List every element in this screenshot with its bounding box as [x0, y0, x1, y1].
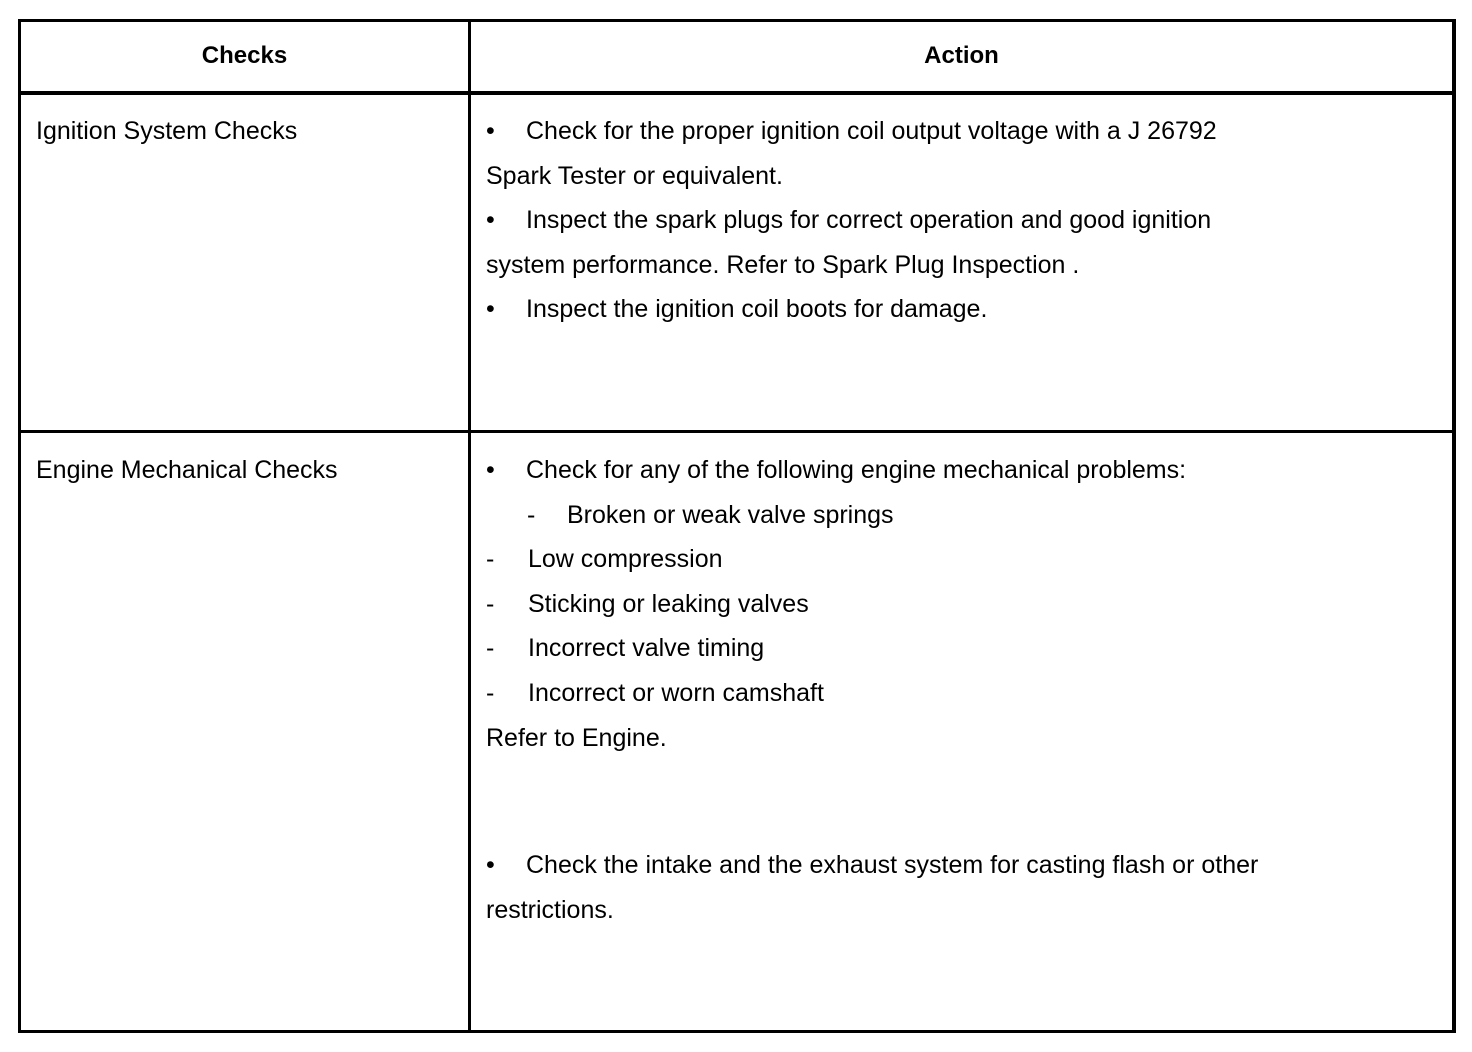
table-border-left: [18, 19, 21, 1033]
action-text: Inspect the spark plugs for correct operation and good ignition: [526, 206, 1212, 235]
list-item: [486, 493, 1186, 538]
bullet-marker: •: [486, 206, 495, 235]
action-text: Check for any of the following engine mechanical problems:: [526, 456, 1187, 484]
list-item: [486, 243, 1217, 288]
list-item: [486, 537, 1186, 582]
column-divider: [468, 19, 471, 1033]
list-item: [486, 671, 1186, 716]
row-1-check: Ignition System Checks: [36, 117, 298, 145]
header-checks: [21, 19, 468, 93]
dash-marker: -: [486, 678, 495, 707]
header-action-label: Action: [924, 42, 999, 69]
table-border-bottom: [18, 1030, 1456, 1033]
action-text: Incorrect or worn camshaft: [528, 678, 824, 707]
list-item: [486, 582, 1186, 627]
checks-action-table: [18, 19, 1456, 1033]
action-text: Incorrect valve timing: [528, 634, 765, 663]
row-2-action: [486, 448, 1186, 760]
action-text: Check the intake and the exhaust system for casting flash or other: [526, 851, 1259, 879]
list-item: [486, 448, 1186, 493]
bullet-marker: •: [486, 295, 495, 324]
bullet-marker: •: [486, 117, 495, 145]
dash-marker: -: [486, 545, 495, 574]
action-text: system performance. Refer to Spark Plug Inspection .: [486, 250, 1080, 279]
list-item: [486, 109, 1217, 154]
action-text: Inspect the ignition coil boots for damage.: [526, 295, 988, 324]
action-text: Sticking or leaking valves: [528, 589, 809, 618]
dash-marker: -: [527, 500, 536, 529]
list-item: [486, 716, 1186, 761]
bullet-marker: •: [486, 851, 495, 879]
header-checks-label: Checks: [201, 42, 288, 69]
list-item: [486, 198, 1217, 243]
row-2-action-continued: [486, 843, 1258, 932]
list-item: [486, 843, 1258, 888]
list-item: [486, 154, 1217, 199]
table-border-right: [1452, 19, 1456, 1033]
action-text: restrictions.: [486, 895, 614, 924]
bullet-marker: •: [486, 456, 495, 484]
row-divider: [18, 430, 1456, 433]
action-text: Broken or weak valve springs: [567, 500, 894, 529]
dash-marker: -: [486, 589, 495, 618]
action-text: Refer to Engine.: [486, 723, 667, 752]
list-item: [486, 888, 1258, 933]
list-item: [486, 626, 1186, 671]
list-item: [486, 287, 1217, 332]
action-text: Check for the proper ignition coil output voltage with a J 26792: [526, 117, 1217, 145]
action-text: Low compression: [528, 545, 723, 574]
header-action: [471, 19, 1452, 93]
action-text: Spark Tester or equivalent.: [486, 161, 783, 190]
row-1-action: [486, 109, 1217, 332]
dash-marker: -: [486, 634, 495, 663]
row-2-check: Engine Mechanical Checks: [36, 456, 338, 484]
